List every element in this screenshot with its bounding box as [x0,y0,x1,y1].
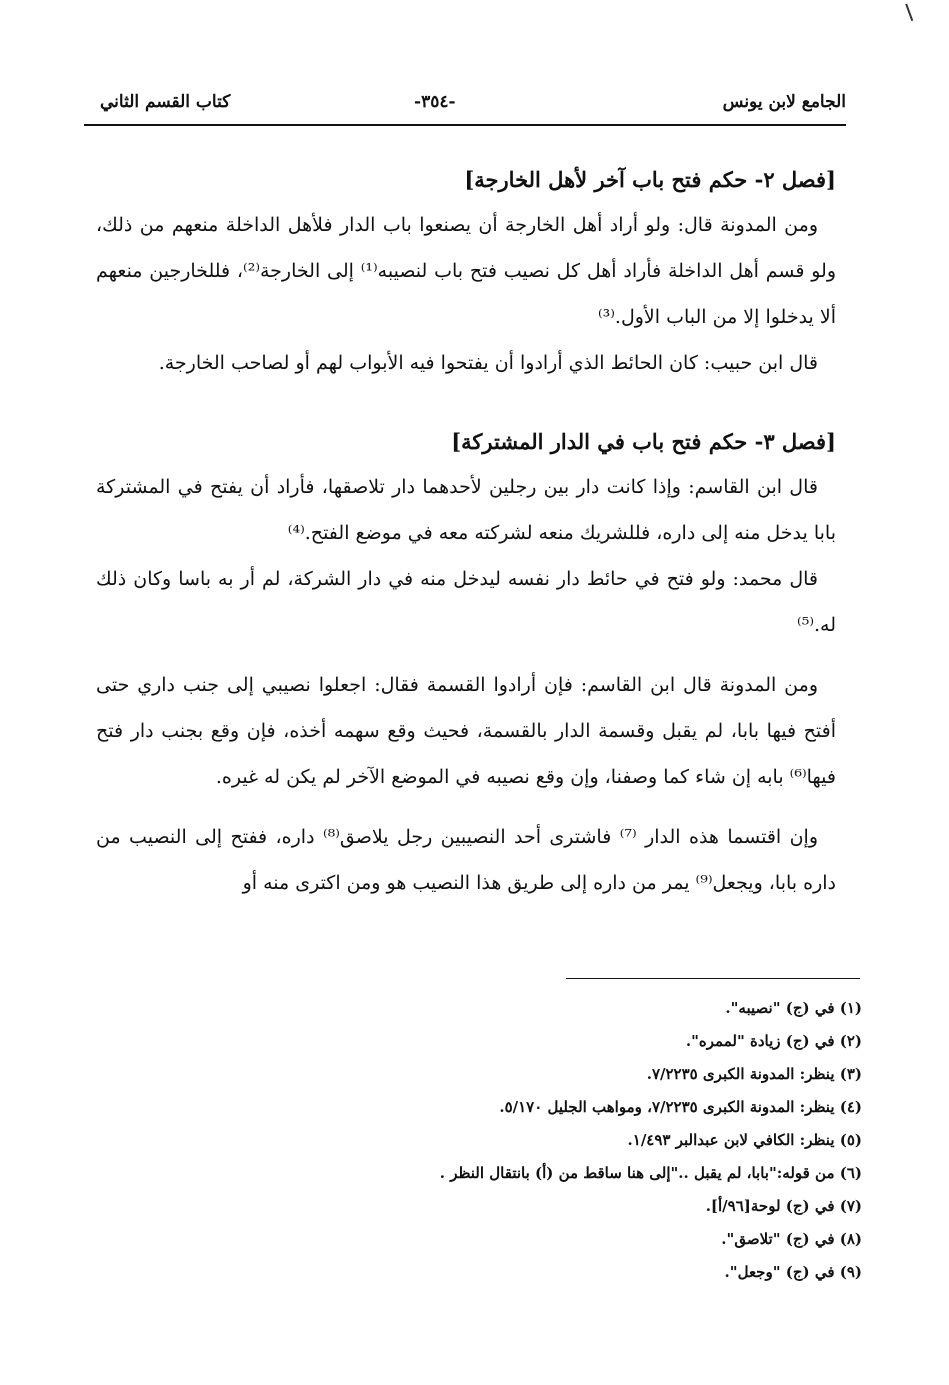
paragraph-spacer [96,648,836,662]
corner-pen-mark [905,1,921,21]
section-heading: [فصل ٢- حكم فتح باب آخر لأهل الخارجة] [464,167,836,192]
footnote: (١) في (ج) "نصيبه". [725,999,862,1017]
footnote: (٢) في (ج) زيادة "لممره". [685,1032,862,1050]
running-header [84,92,846,122]
footnotes [300,992,862,1289]
paragraph: قال ابن القاسم: وإذا كانت دار بين رجلين لأحدهما دار تلاصقها، فأراد أن يفتح في المشتركة بابا يدخل منه إلى داره، فللشريك منعه لشركته معه في موضع الفتح.⁽⁴⁾ [96,476,836,544]
paragraph: قال محمد: ولو فتح في حائط دار نفسه ليدخل منه في دار الشركة، لم أر به باسا وكان ذلك له.⁽⁵⁾ [96,568,836,636]
header-divider [84,124,846,126]
header-chapter-title: كتاب القسم الثاني [100,92,231,112]
section-spacer [96,386,836,420]
footnote: (٤) ينظر: المدونة الكبرى ٧/٢٢٣٥، ومواهب الجليل ٥/١٧٠. [499,1098,862,1116]
footnote: (٣) ينظر: المدونة الكبرى ٧/٢٢٣٥. [646,1065,862,1083]
paragraph: ومن المدونة قال ابن القاسم: فإن أرادوا القسمة فقال: اجعلوا نصيبي إلى جنب داري حتى أفتح فيها بابا، لم يقبل وقسمة الدار بالقسمة، فحيث وقع سهمه أخذه، فإن وقع بجنب دار فتح فيها⁽⁶⁾ بابه إن شاء كما وصفنا، وإن وقع نصيبه في الموضع الآخر لم يكن له غيره. [96,674,836,788]
section-heading: [فصل ٣- حكم فتح باب في الدار المشتركة] [451,429,836,454]
header-book-title: الجامع لابن يونس [722,92,846,112]
paragraph: وإن اقتسما هذه الدار ⁽⁷⁾ فاشترى أحد النصيبين رجل يلاصق⁽⁸⁾ داره، ففتح إلى النصيب من داره بابا، ويجعل⁽⁹⁾ يمر من داره إلى طريق هذا النصيب هو ومن اكترى منه أو [96,826,836,894]
footnote: (٦) من قوله:"بابا، لم يقبل .."إلى هنا ساقط من (أ) بانتقال النظر . [439,1164,862,1182]
footnote-divider [566,978,860,979]
footnote: (٧) في (ج) لوحة[٩٦/أ]. [705,1197,862,1215]
main-text [96,158,836,906]
footnote: (٩) في (ج) "وجعل". [724,1263,862,1281]
footnote: (٥) ينظر: الكافي لابن عبدالبر ١/٤٩٣. [627,1131,862,1149]
paragraph: قال ابن حبيب: كان الحائط الذي أرادوا أن يفتحوا فيه الأبواب لهم أو لصاحب الخارجة. [158,352,818,374]
paragraph-spacer [96,800,836,814]
page-number: -٣٥٤- [414,92,456,112]
paragraph: ومن المدونة قال: ولو أراد أهل الخارجة أن يصنعوا باب الدار فلأهل الداخلة منعهم من ذلك، ولو قسم أهل الداخلة فأراد أهل كل نصيب فتح باب لنصيبه⁽¹⁾ إلى الخارجة⁽²⁾، فللخارجين منعهم ألا يدخلوا إلا من الباب الأول.⁽³⁾ [96,214,836,328]
footnote: (٨) في (ج) "تلاصق". [721,1230,862,1248]
